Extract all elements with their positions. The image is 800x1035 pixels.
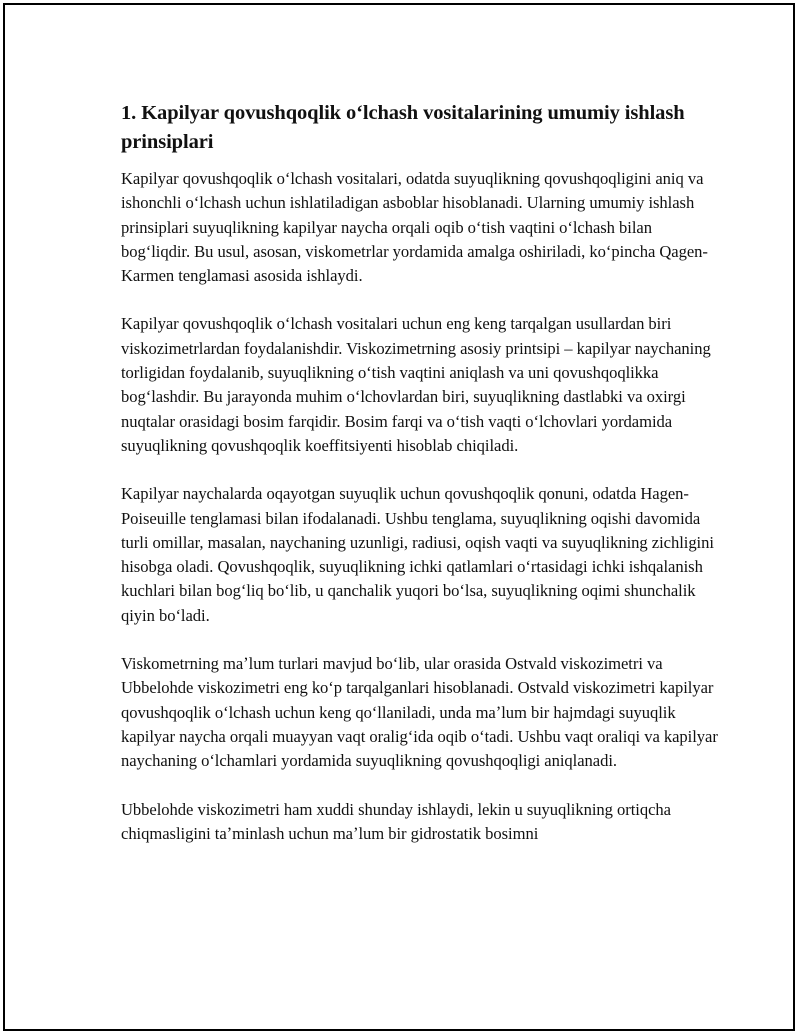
paragraph-4: Viskometrning maʼlum turlari mavjud boʻlib, ular orasida Ostvald viskozimetri va Ubbelohde viskozimetri eng koʻp tarqalganlari hisoblanadi. Ostvald viskozimetri kapilyar qovushqoqlik oʻlchash uchun keng qoʻllaniladi, unda maʼlum bir hajmdagi suyuqlik kapilyar naycha orqali muayyan vaqt oraligʻida oqib oʻtadi. Ushbu vaqt oraliqi va kapilyar naychaning oʻlchamlari yordamida suyuqlikning qovushqoqligi aniqlanadi. bbox=[121, 654, 718, 771]
document-content bbox=[121, 99, 721, 870]
section-heading: 1. Kapilyar qovushqoqlik oʻlchash vositalarining umumiy ishlash prinsiplari bbox=[121, 102, 685, 153]
paragraph-3: Kapilyar naychalarda oqayotgan suyuqlik uchun qovushqoqlik qonuni, odatda Hagen-Poiseuille tenglamasi bilan ifodalanadi. Ushbu tenglama, suyuqlikning oqishi davomida turli omillar, masalan, naychaning uzunligi, radiusi, oqish vaqti va suyuqlikning zichligini hisobga oladi. Qovushqoqlik, suyuqlikning ichki qatlamlari oʻrtasidagi ichki ishqalanish kuchlari bilan bogʻliq boʻlib, u qanchalik yuqori boʻlsa, suyuqlikning oqimi shunchalik qiyin boʻladi. bbox=[121, 484, 714, 625]
paragraph-2: Kapilyar qovushqoqlik oʻlchash vositalari uchun eng keng tarqalgan usullardan biri viskozimetrlardan foydalanishdir. Viskozimetrning asosiy printsipi – kapilyar naychaning torligidan foydalanib, suyuqlikning oʻtish vaqtini aniqlash va uni qovushqoqlikka bogʻlashdir. Bu jarayonda muhim oʻlchovlardan biri, suyuqlikning dastlabki va oxirgi nuqtalar orasidagi bosim farqidir. Bosim farqi va oʻtish vaqti oʻlchovlari yordamida suyuqlikning qovushqoqlik koeffitsiyenti hisoblab chiqiladi. bbox=[121, 314, 711, 455]
paragraph-5: Ubbelohde viskozimetri ham xuddi shunday ishlaydi, lekin u suyuqlikning ortiqcha chiqmasligini taʼminlash uchun maʼlum bir gidrostatik bosimni bbox=[121, 799, 671, 843]
paragraph-1: Kapilyar qovushqoqlik oʻlchash vositalari, odatda suyuqlikning qovushqoqligini aniq va ishonchli oʻlchash uchun ishlatiladigan asboblar hisoblanadi. Ularning umumiy ishlash prinsiplari suyuqlikning kapilyar naycha orqali oqib oʻtish vaqtini oʻlchash bilan bogʻliqdir. Bu usul, asosan, viskometrlar yordamida amalga oshiriladi, koʻpincha Qagen-Karmen tenglamasi asosida ishlaydi. bbox=[121, 169, 708, 286]
document-page bbox=[3, 3, 795, 1031]
